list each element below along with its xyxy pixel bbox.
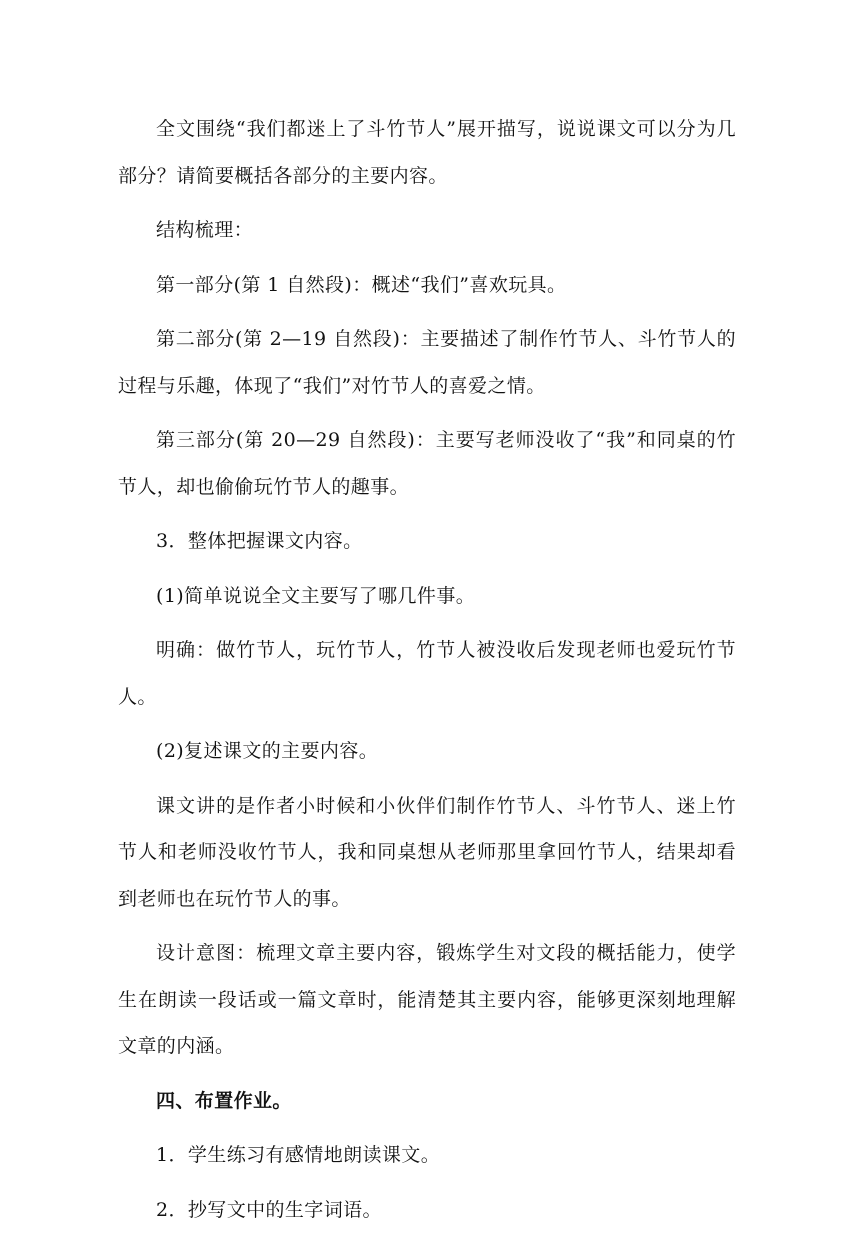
document-body bbox=[118, 106, 736, 1241]
design-intent-paragraph: 设计意图：梳理文章主要内容，锻炼学生对文段的概括能力，使学生在朗读一段话或一篇文章时，能清楚其主要内容，能够更深刻地理解文章的内涵。 bbox=[118, 942, 736, 1057]
homework-item-2: 2．抄写文中的生字词语。 bbox=[156, 1198, 382, 1221]
homework-item-1: 1．学生练习有感情地朗读课文。 bbox=[156, 1144, 441, 1166]
question-2-paragraph: (2)复述课文的主要内容。 bbox=[156, 740, 379, 762]
summary-paragraph: 课文讲的是作者小时候和小伙伴们制作竹节人、斗竹节人、迷上竹节人和老师没收竹节人，我和同桌想从老师那里拿回竹节人，结果却看到老师也在玩竹节人的事。 bbox=[118, 794, 736, 910]
section-3-heading: 3．整体把握课文内容。 bbox=[156, 530, 363, 552]
question-paragraph: 全文围绕“我们都迷上了斗竹节人”展开描写，说说课文可以分为几部分？请简要概括各部分的主要内容。 bbox=[118, 118, 736, 187]
answer-1-paragraph: 明确：做竹节人，玩竹节人，竹节人被没收后发现老师也爱玩竹节人。 bbox=[118, 639, 736, 708]
structure-heading: 结构梳理： bbox=[156, 219, 254, 241]
part-three-paragraph: 第三部分(第 20—29 自然段)：主要写老师没收了“我”和同桌的竹节人，却也偷偷玩竹节人的趣事。 bbox=[118, 429, 736, 498]
question-1-paragraph: (1)简单说说全文主要写了哪几件事。 bbox=[156, 584, 476, 607]
part-two-paragraph: 第二部分(第 2—19 自然段)：主要描述了制作竹节人、斗竹节人的过程与乐趣，体现了“我们”对竹节人的喜爱之情。 bbox=[118, 328, 736, 397]
homework-heading: 四、布置作业。 bbox=[156, 1089, 292, 1112]
part-one-paragraph: 第一部分(第 1 自然段)：概述“我们”喜欢玩具。 bbox=[156, 273, 567, 296]
